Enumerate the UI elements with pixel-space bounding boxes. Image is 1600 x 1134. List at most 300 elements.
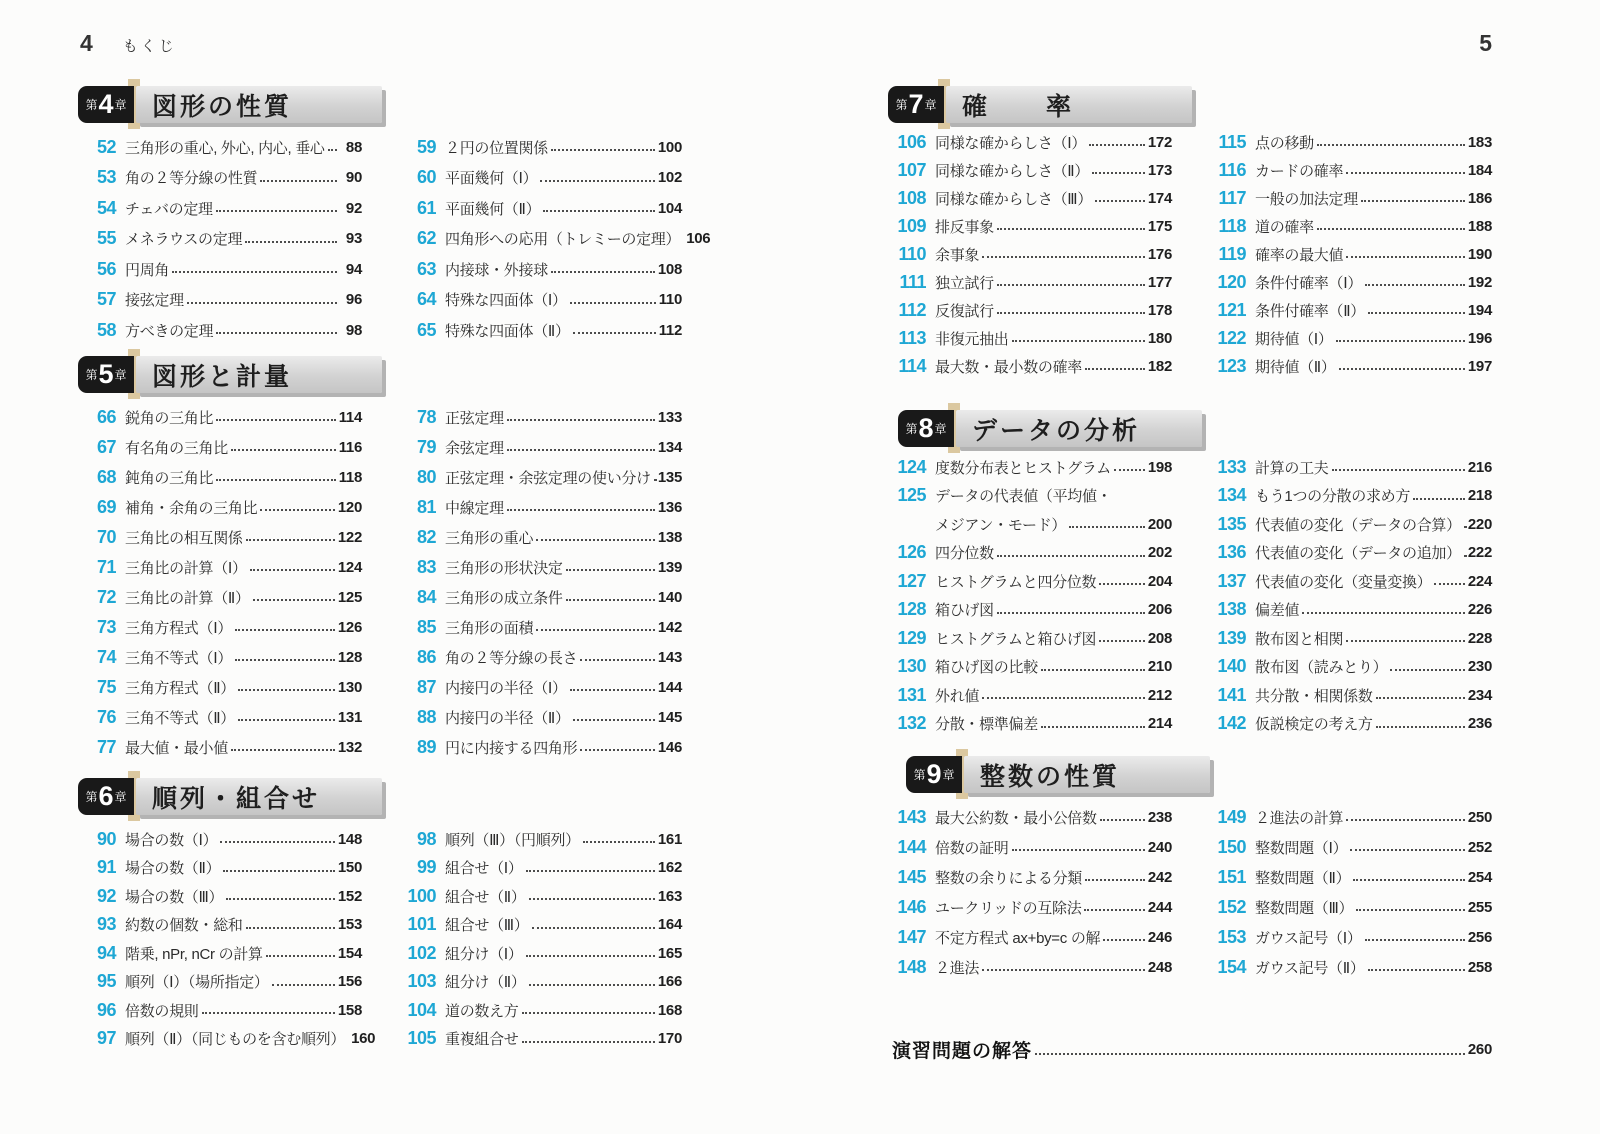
entry-number: 142 [1217, 713, 1246, 734]
toc-entry [1208, 952, 1492, 982]
entry-number: 121 [1217, 299, 1246, 320]
entry-title: 共分散・相関係数 [1255, 687, 1373, 705]
entry-page: 246 [1147, 928, 1172, 946]
entry-page: 194 [1467, 301, 1492, 319]
toc-entry [1208, 324, 1492, 352]
dot-leader [536, 629, 655, 631]
badge-number: 6 [98, 781, 114, 811]
toc-entry [78, 193, 362, 224]
dot-leader [253, 599, 335, 601]
entry-page: 106 [686, 230, 711, 248]
entry-page: 138 [657, 528, 682, 546]
toc-entry [888, 128, 1172, 156]
entry-number: 98 [416, 828, 436, 849]
dot-leader [551, 149, 655, 151]
entry-page: 177 [1147, 273, 1172, 291]
entry-page: 242 [1147, 868, 1172, 886]
dot-leader [540, 180, 655, 182]
entry-title: 組合せ（Ⅲ） [445, 917, 529, 935]
badge-prefix: 第 [895, 98, 908, 112]
toc-entry [888, 296, 1172, 324]
entry-number: 63 [416, 258, 436, 279]
dot-leader [1339, 368, 1465, 370]
entry-title: 同様な確からしさ（Ⅲ） [935, 190, 1093, 208]
right-page-header [1452, 30, 1492, 57]
entry-title: 三角比の相互関係 [125, 529, 243, 547]
toc-entry [1208, 710, 1492, 739]
answers-page: 260 [1467, 1041, 1492, 1058]
dot-leader [1350, 849, 1465, 851]
entry-title: 同様な確からしさ（Ⅱ） [935, 162, 1090, 180]
entry-title: 角の２等分線の性質 [125, 170, 258, 188]
entry-title: ２進法の計算 [1255, 809, 1344, 827]
toc-entry [398, 939, 682, 968]
dot-leader [1035, 1053, 1465, 1055]
entry-number: 99 [416, 857, 436, 878]
toc-entry [78, 612, 362, 642]
toc-entry [78, 1025, 376, 1054]
chapter-8-header [898, 408, 1202, 448]
entry-title: 三角形の成立条件 [445, 589, 563, 607]
entry-page: 204 [1147, 572, 1172, 590]
entry-page: 130 [337, 678, 362, 696]
toc-entry [888, 922, 1172, 952]
chapter-6-entries [78, 825, 688, 1053]
dot-leader [1413, 498, 1465, 500]
entry-page: 163 [657, 887, 682, 905]
entry-title: 確率の最大値 [1255, 246, 1344, 264]
entry-page: 172 [1147, 133, 1172, 151]
dot-leader [172, 271, 337, 273]
entry-number: 153 [1217, 926, 1246, 947]
badge-prefix: 第 [85, 790, 98, 804]
entry-title: 順列（Ⅲ）（円順列） [445, 831, 580, 849]
toc-entry [1208, 453, 1492, 482]
dot-leader [1103, 939, 1145, 941]
toc-entry [888, 892, 1172, 922]
entry-number: 108 [897, 187, 926, 208]
entry-page: 228 [1467, 629, 1492, 647]
entry-page: 214 [1147, 715, 1172, 733]
entry-title: 同様な確からしさ（Ⅰ） [935, 134, 1087, 152]
entry-number: 95 [96, 971, 116, 992]
entry-page: 143 [657, 648, 682, 666]
entry-page: 160 [351, 1030, 376, 1048]
entry-page: 226 [1467, 601, 1492, 619]
entry-title: 散布図（読みとり） [1255, 659, 1388, 677]
badge-prefix: 第 [85, 98, 98, 112]
dot-leader [982, 256, 1145, 258]
dot-leader [1434, 583, 1464, 585]
entry-page: 150 [337, 859, 362, 877]
dot-leader [216, 419, 335, 421]
entry-page: 148 [337, 830, 362, 848]
entry-number: 60 [416, 167, 436, 188]
toc-entry [398, 224, 711, 255]
toc-entry [398, 492, 682, 522]
entry-page: 145 [657, 708, 682, 726]
entry-title: 三角形の面積 [445, 619, 534, 637]
entry-page: 210 [1147, 658, 1172, 676]
entry-page: 136 [657, 498, 682, 516]
entry-title: 計算の工夫 [1255, 459, 1329, 477]
entry-page: 198 [1147, 458, 1172, 476]
entry-number: 128 [897, 599, 926, 620]
dot-leader [1361, 200, 1465, 202]
entry-number: 56 [96, 258, 116, 279]
entry-title: 代表値の変化（変量変換） [1255, 573, 1432, 591]
dot-leader [216, 332, 337, 334]
entry-number: 73 [96, 616, 116, 637]
dot-leader [982, 969, 1145, 971]
toc-entry [78, 462, 362, 492]
entry-number: 76 [96, 706, 116, 727]
entry-page: 192 [1467, 273, 1492, 291]
entry-number: 134 [1217, 485, 1246, 506]
toc-entry [1208, 892, 1492, 922]
chapter-4-section [78, 84, 711, 346]
entry-title: 条件付確率（Ⅱ） [1255, 302, 1365, 320]
entry-page: 110 [658, 291, 682, 309]
dot-leader [1365, 284, 1465, 286]
entry-page: 125 [337, 588, 362, 606]
entry-number: 87 [416, 676, 436, 697]
entry-number: 119 [1218, 243, 1246, 264]
entry-title: ユークリッドの互除法 [935, 899, 1082, 917]
entry-number: 92 [96, 885, 116, 906]
toc-entry [888, 482, 1172, 511]
entry-page: 156 [337, 973, 362, 991]
entry-page: 186 [1467, 189, 1492, 207]
entry-title: 四分位数 [935, 545, 994, 563]
dot-leader [202, 1012, 335, 1014]
entry-title: 組分け（Ⅱ） [445, 974, 526, 992]
entry-number: 102 [407, 942, 436, 963]
dot-leader [1336, 340, 1465, 342]
toc-entry [398, 612, 682, 642]
toc-entry [78, 968, 362, 997]
entry-page: 146 [657, 738, 682, 756]
entry-number: 138 [1217, 599, 1246, 620]
toc-entry [78, 825, 362, 854]
toc-entry [398, 642, 682, 672]
entry-title: 非復元抽出 [935, 330, 1009, 348]
entry-title: 箱ひげ図 [935, 602, 994, 620]
entry-title: 点の移動 [1255, 134, 1314, 152]
entry-number: 115 [1218, 131, 1246, 152]
entry-page: 248 [1147, 958, 1172, 976]
entry-title: 鈍角の三角比 [125, 469, 214, 487]
entry-title: 場合の数（Ⅰ） [125, 831, 218, 849]
entry-page: 196 [1467, 329, 1492, 347]
toc-entry [78, 132, 362, 163]
toc-entry [888, 832, 1172, 862]
entry-title: 三角不等式（Ⅰ） [125, 649, 233, 667]
entry-page: 98 [345, 321, 362, 339]
entry-number: 111 [899, 271, 926, 292]
entry-page: 126 [337, 618, 362, 636]
entry-number: 59 [416, 136, 436, 157]
entry-number: 106 [897, 131, 926, 152]
toc-entry [1208, 268, 1492, 296]
toc-entry [78, 702, 362, 732]
dot-leader [566, 569, 655, 571]
entry-page: 174 [1147, 189, 1172, 207]
entry-number: 154 [1217, 956, 1246, 977]
badge-number: 8 [918, 413, 934, 443]
entry-page: 183 [1467, 133, 1492, 151]
entry-number: 85 [416, 616, 436, 637]
dot-leader [997, 312, 1145, 314]
dot-leader [1092, 172, 1145, 174]
entry-number: 120 [1217, 271, 1246, 292]
dot-leader [529, 984, 655, 986]
toc-entry [888, 952, 1172, 982]
badge-prefix: 第 [905, 422, 918, 436]
entry-number: 61 [416, 197, 436, 218]
entry-number: 69 [96, 496, 116, 517]
toc-entry [398, 163, 682, 194]
dot-leader [1095, 200, 1145, 202]
chapter-9-entries [888, 802, 1498, 982]
entry-number: 149 [1217, 806, 1246, 827]
entry-number: 110 [898, 243, 926, 264]
answers-footer [892, 1036, 1492, 1063]
badge-number: 5 [98, 359, 114, 389]
entry-title: 組合せ（Ⅱ） [445, 888, 526, 906]
toc-entry [1208, 681, 1492, 710]
left-page-number: 4 [80, 30, 93, 56]
entry-number: 112 [898, 299, 926, 320]
entry-number: 139 [1217, 627, 1246, 648]
dot-leader [507, 449, 655, 451]
entry-page: 128 [337, 648, 362, 666]
entry-page: 152 [337, 887, 362, 905]
entry-number: 66 [96, 406, 116, 427]
dot-leader [231, 749, 335, 751]
chapter-9-section [888, 754, 1498, 982]
entry-number: 55 [96, 228, 116, 249]
dot-leader [1390, 669, 1465, 671]
entry-number: 130 [897, 656, 926, 677]
entry-title: 方べきの定理 [125, 322, 214, 340]
entry-page: 124 [337, 558, 362, 576]
dot-leader [526, 870, 655, 872]
dot-leader [1464, 526, 1465, 528]
dot-leader [522, 1012, 655, 1014]
toc-entry [1208, 184, 1492, 212]
entry-number: 107 [897, 159, 926, 180]
toc-entry [398, 462, 682, 492]
entry-page: 170 [657, 1030, 682, 1048]
entry-title: チェバの定理 [125, 200, 213, 218]
entry-page: 197 [1467, 357, 1492, 375]
dot-leader [1365, 939, 1465, 941]
entry-title: 独立試行 [935, 274, 994, 292]
entry-title: 内接円の半径（Ⅱ） [445, 709, 570, 727]
entry-title: 整数問題（Ⅰ） [1255, 839, 1348, 857]
dot-leader [1089, 144, 1145, 146]
dot-leader [566, 599, 655, 601]
entry-page: 180 [1147, 329, 1172, 347]
entry-title: 最大値・最小値 [125, 739, 228, 757]
entry-title: 余事象 [935, 246, 980, 264]
toc-entry [398, 132, 682, 163]
entry-number: 100 [407, 885, 436, 906]
entry-title: 度数分布表とヒストグラム [935, 459, 1111, 477]
toc-entry [888, 453, 1172, 482]
entry-title: 期待値（Ⅱ） [1255, 358, 1336, 376]
entry-number: 70 [96, 526, 116, 547]
dot-leader [583, 841, 655, 843]
toc-entry [78, 163, 362, 194]
entry-page: 166 [657, 973, 682, 991]
entry-title: 道の数え方 [445, 1002, 519, 1020]
entry-number: 68 [96, 466, 116, 487]
entry-title: 鋭角の三角比 [125, 409, 214, 427]
entry-page: 94 [345, 260, 362, 278]
entry-page: 206 [1147, 601, 1172, 619]
entry-page: 164 [657, 916, 682, 934]
entry-page: 116 [338, 438, 362, 456]
dot-leader [522, 1041, 655, 1043]
toc-entry [888, 184, 1172, 212]
toc-entry [398, 1025, 682, 1054]
entry-title: 代表値の変化（データの追加） [1255, 545, 1461, 563]
chapter-8-entries [888, 453, 1498, 738]
chapter-5-header [78, 354, 382, 394]
entry-number: 145 [897, 866, 926, 887]
chapter-9-header [906, 754, 1210, 794]
toc-entry [398, 402, 682, 432]
entry-title: 重複組合せ [445, 1031, 519, 1049]
toc-entry [78, 939, 362, 968]
entry-number: 96 [96, 999, 116, 1020]
toc-entry [78, 402, 362, 432]
entry-title: カードの確率 [1255, 162, 1344, 180]
toc-entry [398, 315, 682, 346]
entry-title: 内接球・外接球 [445, 261, 548, 279]
entry-page: 102 [657, 169, 682, 187]
toc-entry [398, 193, 682, 224]
dot-leader [235, 629, 335, 631]
entry-title: 三角比の計算（Ⅰ） [125, 559, 247, 577]
entry-page: 236 [1467, 715, 1492, 733]
entry-title: ヒストグラムと四分位数 [935, 573, 1097, 591]
entry-page: 168 [657, 1001, 682, 1019]
dot-leader [328, 149, 337, 151]
entry-number: 81 [416, 496, 436, 517]
entry-page: 212 [1147, 686, 1172, 704]
dot-leader [1376, 697, 1465, 699]
entry-page: 158 [337, 1001, 362, 1019]
chapter-6-title: 順列・組合せ [136, 778, 382, 815]
entry-page: 108 [657, 260, 682, 278]
entry-page: 255 [1467, 898, 1492, 916]
entry-number: 140 [1217, 656, 1246, 677]
toc-entry [1208, 653, 1492, 682]
toc-entry [888, 212, 1172, 240]
toc-entry [398, 996, 682, 1025]
toc-entry [1208, 922, 1492, 952]
chapter-4-header [78, 84, 382, 124]
entry-title: 平面幾何（Ⅱ） [445, 200, 541, 218]
dot-leader [1099, 640, 1145, 642]
toc-entry [398, 552, 682, 582]
chapter-5-entries [78, 402, 688, 762]
chapter-5-badge [78, 356, 134, 393]
entry-number: 118 [1218, 215, 1246, 236]
chapter-5-title: 図形と計量 [136, 356, 382, 393]
toc-entry [398, 432, 682, 462]
dot-leader [997, 612, 1145, 614]
entry-title: 三角方程式（Ⅰ） [125, 619, 233, 637]
badge-prefix: 第 [85, 368, 98, 382]
entry-number: 67 [96, 436, 116, 457]
toc-entry [1208, 240, 1492, 268]
entry-title: 特殊な四面体（Ⅰ） [445, 292, 567, 310]
entry-page: 118 [338, 468, 362, 486]
dot-leader [1099, 583, 1145, 585]
entry-number: 75 [96, 676, 116, 697]
dot-leader [1084, 909, 1144, 911]
right-page-number: 5 [1479, 30, 1492, 56]
entry-title: 一般の加法定理 [1255, 190, 1358, 208]
toc-entry [888, 352, 1172, 380]
toc-entry [888, 324, 1172, 352]
toc-entry [78, 224, 362, 255]
dot-leader [654, 479, 655, 481]
entry-number: 148 [897, 956, 926, 977]
entry-number: 147 [897, 926, 926, 947]
toc-entry [1208, 624, 1492, 653]
dot-leader [1376, 726, 1465, 728]
dot-leader [1302, 612, 1465, 614]
dot-leader [187, 302, 337, 304]
entry-title: 三角形の重心, 外心, 内心, 垂心 [125, 139, 325, 157]
toc-entry [1208, 832, 1492, 862]
dot-leader [532, 927, 655, 929]
entry-page: 234 [1467, 686, 1492, 704]
toc-entry [888, 681, 1172, 710]
entry-title: 三角形の形状決定 [445, 559, 563, 577]
badge-suffix: 章 [114, 368, 127, 382]
toc-entry [78, 882, 362, 911]
toc-entry [78, 522, 362, 552]
entry-page: 175 [1147, 217, 1172, 235]
toc-entry [1208, 128, 1492, 156]
dot-leader [1346, 640, 1465, 642]
entry-title: 最大公約数・最小公倍数 [935, 809, 1097, 827]
entry-title: 円に内接する四角形 [445, 739, 578, 757]
entry-number: 65 [416, 319, 436, 340]
toc-entry [78, 432, 362, 462]
entry-number: 127 [897, 570, 926, 591]
entry-title: 条件付確率（Ⅰ） [1255, 274, 1363, 292]
entry-number: 126 [897, 542, 926, 563]
entry-page: 135 [657, 468, 682, 486]
toc-entry [78, 911, 362, 940]
dot-leader [529, 898, 655, 900]
entry-title: 場合の数（Ⅲ） [125, 888, 224, 906]
entry-number: 114 [898, 355, 926, 376]
entry-page: 218 [1467, 487, 1492, 505]
entry-page: 220 [1467, 515, 1492, 533]
entry-title: ２進法 [935, 959, 980, 977]
entry-number: 52 [96, 136, 116, 157]
dot-leader [216, 210, 337, 212]
chapter-8-section [888, 408, 1498, 738]
